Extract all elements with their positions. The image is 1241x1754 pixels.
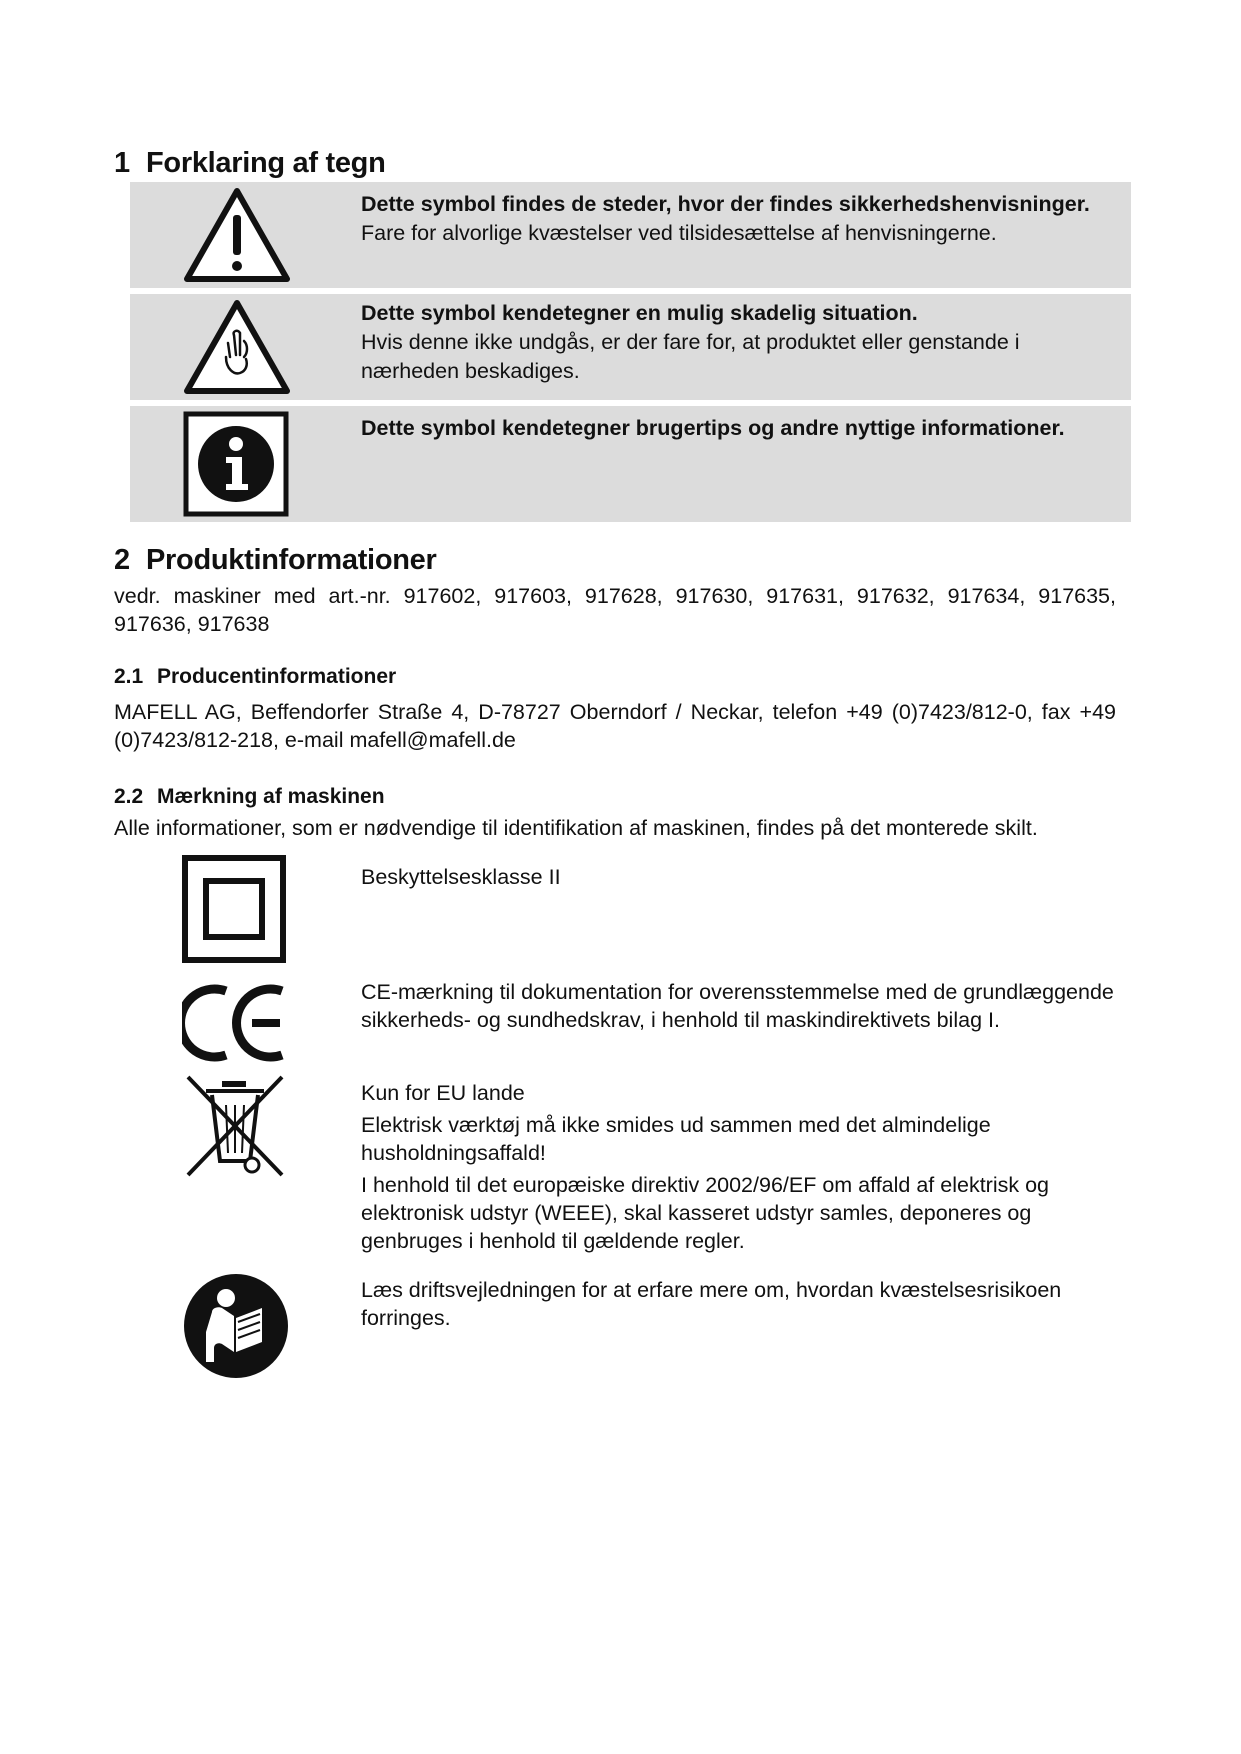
subsection-title: Mærkning af maskinen bbox=[157, 785, 385, 808]
section-2-heading bbox=[114, 543, 436, 577]
mark-text-line: CE-mærkning til dokumentation for overensstemmelse med de grundlæggende sikkerheds- og sundhedskrav, i henhold til maskindirektivets bilag I. bbox=[361, 980, 1114, 1032]
symbol-description bbox=[361, 299, 1121, 386]
caution-hand-icon bbox=[182, 297, 292, 402]
symbol-row-info bbox=[130, 406, 1131, 522]
symbol-row-caution bbox=[130, 294, 1131, 400]
mark-row-protection-class bbox=[130, 855, 1131, 967]
mark-row-weee bbox=[130, 1073, 1131, 1263]
ce-mark-icon bbox=[182, 983, 288, 1068]
subsection-title: Producentinformationer bbox=[157, 665, 397, 688]
manufacturer-info-text: MAFELL AG, Beffendorfer Straße 4, D-78727 Oberndorf / Neckar, telefon +49 (0)7423/812-0, fax +49 (0)7423/812-218, e-mail mafell@mafell.de bbox=[114, 700, 1116, 752]
symbol-heading: Dette symbol findes de steder, hvor der findes sikkerhedshenvisninger. bbox=[361, 192, 1090, 216]
symbol-row-warning bbox=[130, 182, 1131, 288]
mark-text-line: Kun for EU lande bbox=[361, 1081, 525, 1105]
mark-text-line: Beskyttelsesklasse II bbox=[361, 865, 561, 889]
mark-text-line: Elektrisk værktøj må ikke smides ud sammen med det almindelige husholdningsaffald! bbox=[361, 1113, 991, 1165]
section-title: Produktinformationer bbox=[146, 544, 437, 576]
mark-row-read-manual bbox=[130, 1272, 1131, 1384]
mark-description bbox=[361, 1079, 1131, 1255]
mark-row-ce bbox=[130, 978, 1131, 1068]
subsection-2-2-heading bbox=[114, 784, 385, 810]
section-number: 2 bbox=[114, 544, 130, 576]
info-icon bbox=[182, 410, 292, 523]
mark-text-line: Læs driftsvejledningen for at erfare mere om, hvordan kvæstelsesrisikoen forringes. bbox=[361, 1278, 1062, 1330]
symbol-text: Fare for alvorlige kvæstelser ved tilsidesættelse af henvisningerne. bbox=[361, 221, 997, 245]
mark-text-line: I henhold til det europæiske direktiv 2002/96/EF om affald af elektrisk og elektronisk udstyr (WEEE), skal kasseret udstyr samles, deponeres og genbruges i henhold til gældende regler. bbox=[361, 1173, 1049, 1253]
mark-description bbox=[361, 863, 1131, 891]
mark-description bbox=[361, 1276, 1131, 1332]
crossed-bin-icon bbox=[182, 1073, 288, 1184]
section-number: 1 bbox=[114, 147, 130, 179]
symbol-heading: Dette symbol kendetegner en mulig skadelig situation. bbox=[361, 301, 918, 325]
symbol-description bbox=[361, 414, 1121, 443]
marking-intro-text: Alle informationer, som er nødvendige til identifikation af maskinen, findes på det monterede skilt. bbox=[114, 816, 1038, 840]
subsection-number: 2.1 bbox=[114, 665, 144, 688]
subsection-number: 2.2 bbox=[114, 785, 144, 808]
symbol-heading: Dette symbol kendetegner brugertips og andre nyttige informationer. bbox=[361, 416, 1065, 440]
symbol-description bbox=[361, 190, 1121, 248]
protection-class-ii-icon bbox=[182, 855, 288, 970]
section-title: Forklaring af tegn bbox=[146, 147, 386, 179]
read-manual-icon bbox=[182, 1272, 290, 1385]
mark-description bbox=[361, 978, 1131, 1034]
warning-exclamation-icon bbox=[182, 185, 292, 290]
section-1-heading bbox=[114, 146, 386, 180]
article-numbers-text: vedr. maskiner med art.-nr. 917602, 917603, 917628, 917630, 917631, 917632, 917634, 917635, 917636, 917638 bbox=[114, 584, 1116, 636]
subsection-2-1-heading bbox=[114, 664, 396, 690]
symbol-text: Hvis denne ikke undgås, er der fare for, at produktet eller genstande i nærheden beskadiges. bbox=[361, 330, 1020, 383]
